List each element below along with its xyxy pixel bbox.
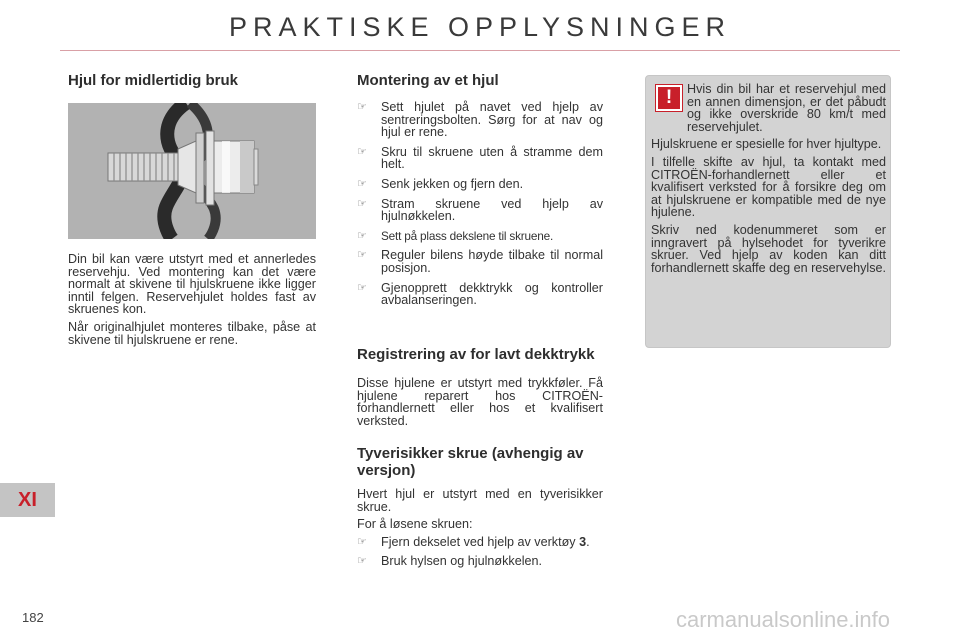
temporary-wheel-heading: Hjul for midlertidig bruk: [68, 72, 239, 89]
list-item: ☞ Sett på plass dekslene til skruene.: [357, 228, 554, 243]
warning-paragraph: Skriv ned kodenummeret som er inngravert på hylsehodet for tyverikre skruer. Ved hjelp av koden kan ditt forhandlernett skaffe deg en reservehylse.: [651, 222, 886, 275]
warning-paragraph: Hjulskruene er spesielle for hver hjultype.: [651, 137, 882, 152]
paragraph: Når originalhjulet monteres tilbake, påse at skivene til hjulskruene er rene.: [68, 319, 316, 347]
list-item: ☞ Bruk hylsen og hjulnøkkelen.: [357, 554, 543, 569]
chapter-tab: XI: [0, 483, 55, 517]
low-pressure-section: [357, 346, 603, 427]
page-title: PRAKTISKE OPPLYSNINGER: [228, 12, 732, 42]
pointing-hand-icon: ☞: [357, 101, 367, 113]
low-pressure-heading: Registrering av for lavt dekktrykk: [357, 346, 595, 363]
list-item: ☞ Senk jekken og fjern den.: [357, 176, 524, 191]
pointing-hand-icon: ☞: [357, 249, 367, 262]
antitheft-steps: [357, 536, 603, 568]
mounting-heading: Montering av et hjul: [357, 72, 499, 89]
pointing-hand-icon: ☞: [357, 145, 367, 158]
pointing-hand-icon: ☞: [357, 229, 367, 242]
warning-paragraph: I tilfelle skifte av hjul, ta kontakt med CITROËN-forhandlernett eller et kvalifisert verksted for å forsikre deg om at hjulskruene er kompatible med de nye hjulene.: [651, 154, 886, 220]
temporary-wheel-section: [68, 72, 316, 346]
pointing-hand-icon: ☞: [357, 177, 367, 190]
mounting-section: [357, 72, 603, 314]
mounting-steps: [357, 101, 603, 307]
wheel-bolt-illustration: [68, 103, 316, 239]
list-item: ☞ Gjenopprett dekktrykk og kontroller avbalanseringen.: [357, 280, 603, 308]
warning-icon: !: [656, 85, 682, 111]
antitheft-heading: Tyverisikker skrue (avhengig av versjon): [357, 445, 584, 479]
pointing-hand-icon: ☞: [357, 281, 367, 294]
watermark: carmanualsonline.info: [676, 607, 891, 632]
list-item: ☞ Skru til skruene uten å stramme dem helt.: [357, 144, 603, 172]
header-divider: [60, 50, 900, 51]
page-number: 182: [22, 610, 44, 625]
list-item: ☞ Stram skruene ved hjelp av hjulnøkkelen.: [357, 196, 603, 224]
warning-box: [645, 75, 891, 348]
antitheft-intro: Hvert hjul er utstyrt med en tyverisikker skrue.: [357, 487, 603, 514]
list-item: ☞ Fjern dekselet ved hjelp av verktøy 3.: [357, 534, 590, 549]
pointing-hand-icon: ☞: [357, 535, 367, 548]
list-item: ☞ Reguler bilens høyde tilbake til normal posisjon.: [357, 248, 603, 275]
wheel-bolt-image: [68, 103, 316, 239]
list-item: ☞ Sett hjulet på navet ved hjelp av sentreringsbolten. Sørg for at nav og hjul er rene.: [357, 100, 603, 140]
antitheft-intro2: For å løsene skruen:: [357, 517, 473, 532]
paragraph: Din bil kan være utstyrt med et annerledes reservehju. Ved montering kan det være normalt at skivene til hjulskruene ikke ligger inntil felgen. Reservehjulet holdes fast av skruenes kon.: [68, 252, 316, 317]
pointing-hand-icon: ☞: [357, 197, 367, 210]
warning-paragraph: Hvis din bil har et reservehjul med en annen dimensjon, er det påbudt og ikke overskride 80 km/t med reservehjulet.: [687, 82, 886, 134]
antitheft-section: [357, 445, 603, 575]
temporary-wheel-text: [68, 253, 316, 346]
low-pressure-text: Disse hjulene er utstyrt med trykkføler. Få hjulene reparert hos CITROËN-forhandlernett eller hos et kvalifisert verksted.: [357, 376, 603, 428]
pointing-hand-icon: ☞: [357, 555, 367, 568]
